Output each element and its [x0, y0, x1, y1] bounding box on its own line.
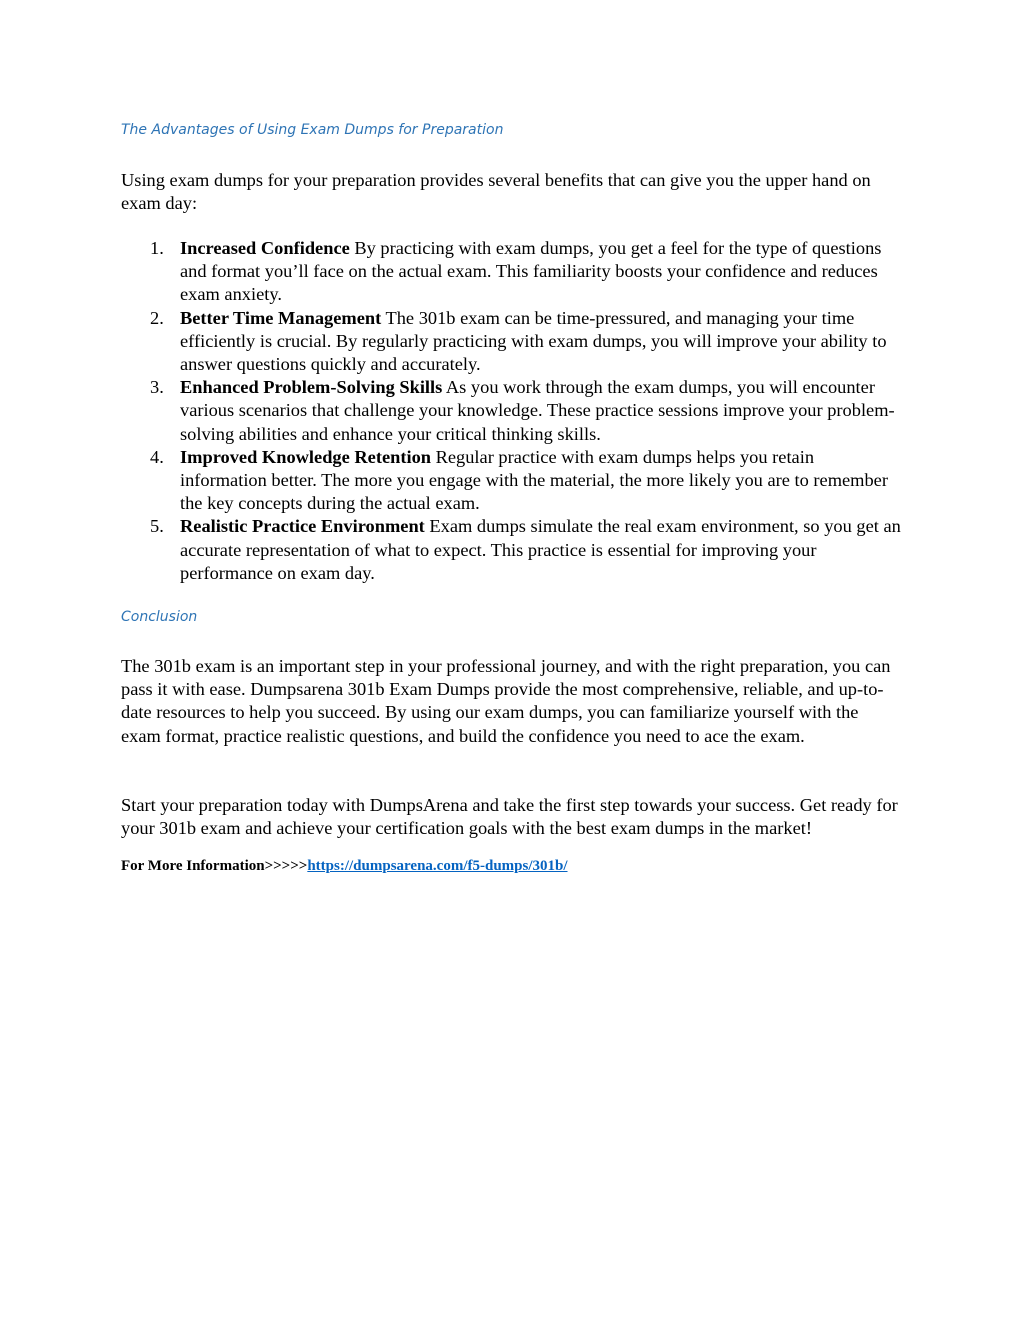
list-item-number: 4.	[150, 446, 164, 467]
list-item-number: 2.	[150, 307, 164, 328]
list-item-text: The 301b exam can be time-pressured, and managing your time efficiently is crucial. By regularly practicing with exam dumps, you will improve your ability to answer questions quickly and accurately.	[180, 307, 887, 375]
list-item-number: 5.	[150, 516, 164, 537]
list-item-text: As you work through the exam dumps, you will encounter various scenarios that challenge your knowledge. These practice sessions improve your problem-solving abilities and enhance your critical thinking skills.	[180, 377, 895, 444]
list-item	[121, 307, 901, 377]
list-item-text: Regular practice with exam dumps helps you retain information better. The more you engage with the material, the more likely you are to remember the key concepts during the actual exam.	[180, 446, 888, 514]
list-item-term: Better Time Management	[180, 307, 382, 328]
section-heading-advantages: The Advantages of Using Exam Dumps for Preparation	[121, 122, 504, 138]
list-item-term: Enhanced Problem-Solving Skills	[180, 377, 443, 398]
list-item-text: By practicing with exam dumps, you get a feel for the type of questions and format you’ll face on the actual exam. This familiarity boosts your confidence and reduces exam anxiety.	[180, 238, 882, 305]
more-information-line	[121, 858, 568, 875]
list-item	[121, 515, 901, 585]
document-page	[121, 0, 911, 1325]
dumpsarena-link[interactable]: https://dumpsarena.com/f5-dumps/301b/	[307, 858, 568, 874]
list-item-term: Increased Confidence	[180, 238, 350, 258]
list-item-text: Exam dumps simulate the real exam environment, so you get an accurate representation of what to expect. This practice is essential for improving your performance on exam day.	[180, 516, 901, 583]
list-item	[121, 237, 901, 307]
list-item-term: Realistic Practice Environment	[180, 516, 425, 537]
list-item-number: 1.	[150, 238, 164, 258]
benefits-list	[121, 237, 901, 585]
conclusion-paragraph: The 301b exam is an important step in your professional journey, and with the right preparation, you can pass it with ease. Dumpsarena 301b Exam Dumps provide the most comprehensive, reliable, and up-to-date resources to help you succeed. By using our exam dumps, you can familiarize yourself with the exam format, practice realistic questions, and build the confidence you need to ace the exam.	[121, 656, 891, 746]
list-item-term: Improved Knowledge Retention	[180, 446, 431, 467]
list-item	[121, 376, 901, 446]
more-information-label: For More Information>>>>>	[121, 858, 308, 874]
list-item	[121, 446, 901, 516]
call-to-action-paragraph: Start your preparation today with DumpsArena and take the first step towards your success. Get ready for your 301b exam and achieve your certification goals with the best exam dumps in the market!	[121, 795, 898, 839]
list-item-number: 3.	[150, 377, 164, 398]
section-heading-conclusion: Conclusion	[121, 609, 198, 625]
intro-paragraph: Using exam dumps for your preparation provides several benefits that can give you the upper hand on exam day:	[121, 170, 871, 214]
